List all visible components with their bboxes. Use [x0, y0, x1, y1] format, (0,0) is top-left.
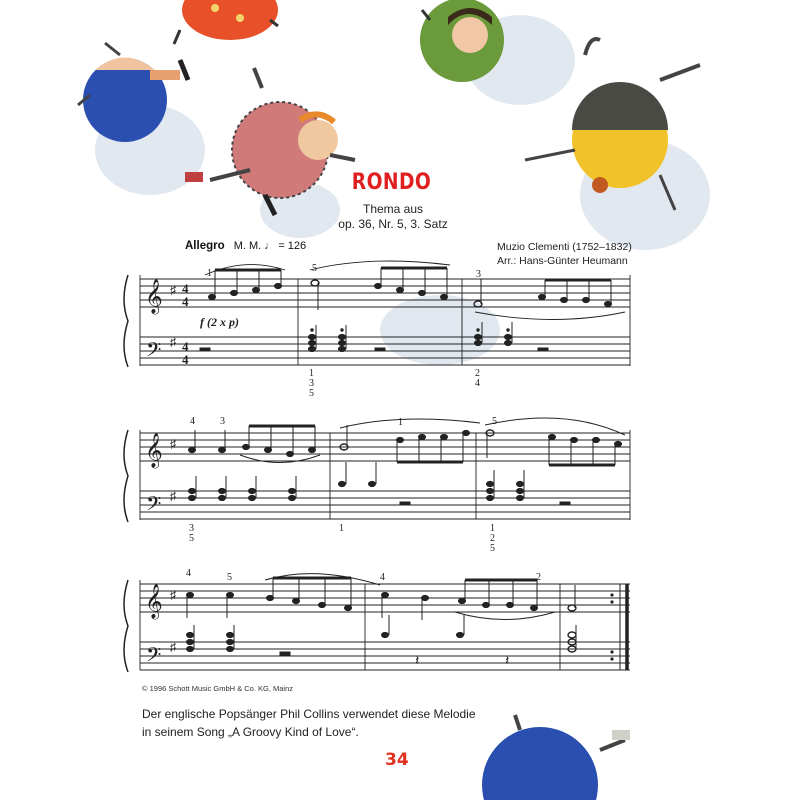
bass-clef-icon: 𝄢: [146, 494, 162, 520]
fingering: 2: [490, 533, 495, 544]
fingering: 1: [339, 523, 344, 534]
fingering: 5: [490, 543, 495, 554]
fingering: 2: [475, 368, 480, 379]
system-2: [124, 430, 630, 522]
footnote-text: [142, 705, 522, 741]
subtitle-line-2: op. 36, Nr. 5, 3. Satz: [338, 217, 448, 231]
fingering: 3: [220, 416, 225, 427]
treble-clef-icon: 𝄞: [145, 280, 163, 313]
page-number: 34: [385, 750, 409, 770]
treble-clef-icon: 𝄞: [145, 434, 163, 467]
tempo-word: Allegro: [185, 240, 225, 252]
fingering: 2: [536, 572, 541, 583]
system-1-clefs: [145, 279, 189, 367]
system-1-fingerings: [200, 263, 481, 399]
fingering: 4: [380, 572, 385, 583]
piece-title: RONDO: [351, 170, 432, 195]
svg-text:♯: ♯: [170, 437, 176, 451]
fingering: 1: [309, 368, 314, 379]
fingering: 3: [189, 523, 194, 534]
fingering: 5: [312, 263, 317, 274]
fingering: 5: [189, 533, 194, 544]
svg-text:𝄽: 𝄽: [505, 654, 510, 669]
metronome-prefix: M. M.: [233, 240, 262, 252]
svg-text:♯: ♯: [170, 588, 176, 602]
svg-text:♯: ♯: [170, 283, 176, 297]
subtitle-line-1: Thema aus: [362, 202, 424, 216]
system-2-clefs: [145, 433, 176, 520]
system-2-notes: [189, 418, 626, 505]
svg-text:♯: ♯: [170, 640, 176, 654]
copyright-notice: © 1996 Schott Music GmbH & Co. KG, Mainz: [142, 684, 293, 693]
fingering: 5: [309, 388, 314, 399]
system-3: [124, 580, 630, 672]
svg-text:4: 4: [182, 281, 189, 296]
fingering: 4: [186, 568, 191, 579]
quarter-note-icon: ♩: [264, 240, 276, 252]
fingering: 4: [190, 416, 195, 427]
svg-text:4: 4: [182, 294, 189, 309]
footnote-line-1: Der englische Popsänger Phil Collins verwendet diese Melodie: [142, 707, 476, 721]
fingering: 3: [309, 378, 314, 389]
svg-text:♯: ♯: [170, 335, 176, 349]
svg-text:♯: ♯: [170, 489, 176, 503]
metronome-value: = 126: [278, 240, 307, 252]
treble-clef-icon: 𝄞: [145, 585, 163, 618]
fingering: 1: [207, 268, 212, 279]
fingering: 3: [476, 269, 481, 280]
bass-clef-icon: 𝄢: [146, 340, 162, 366]
fingering: 5: [227, 572, 232, 583]
footnote-line-2: in seinem Song „A Groovy Kind of Love“.: [142, 725, 359, 739]
dynamic-marking: f (2 x p): [200, 315, 239, 329]
svg-text:4: 4: [182, 339, 189, 354]
arranger-name: Arr.: Hans-Günter Heumann: [497, 255, 628, 267]
fingering: 5: [492, 416, 497, 427]
fingering: 1: [398, 417, 403, 428]
system-1-notes: [200, 261, 625, 352]
fingering: 1: [490, 523, 495, 534]
bass-clef-icon: 𝄢: [146, 645, 162, 671]
system-3-clefs: [145, 584, 614, 671]
svg-text:𝄽: 𝄽: [415, 654, 420, 669]
fingering: 4: [475, 378, 480, 389]
composer-name: Muzio Clementi (1752–1832): [497, 241, 632, 253]
svg-text:4: 4: [182, 352, 189, 367]
system-3-notes: [187, 574, 577, 669]
